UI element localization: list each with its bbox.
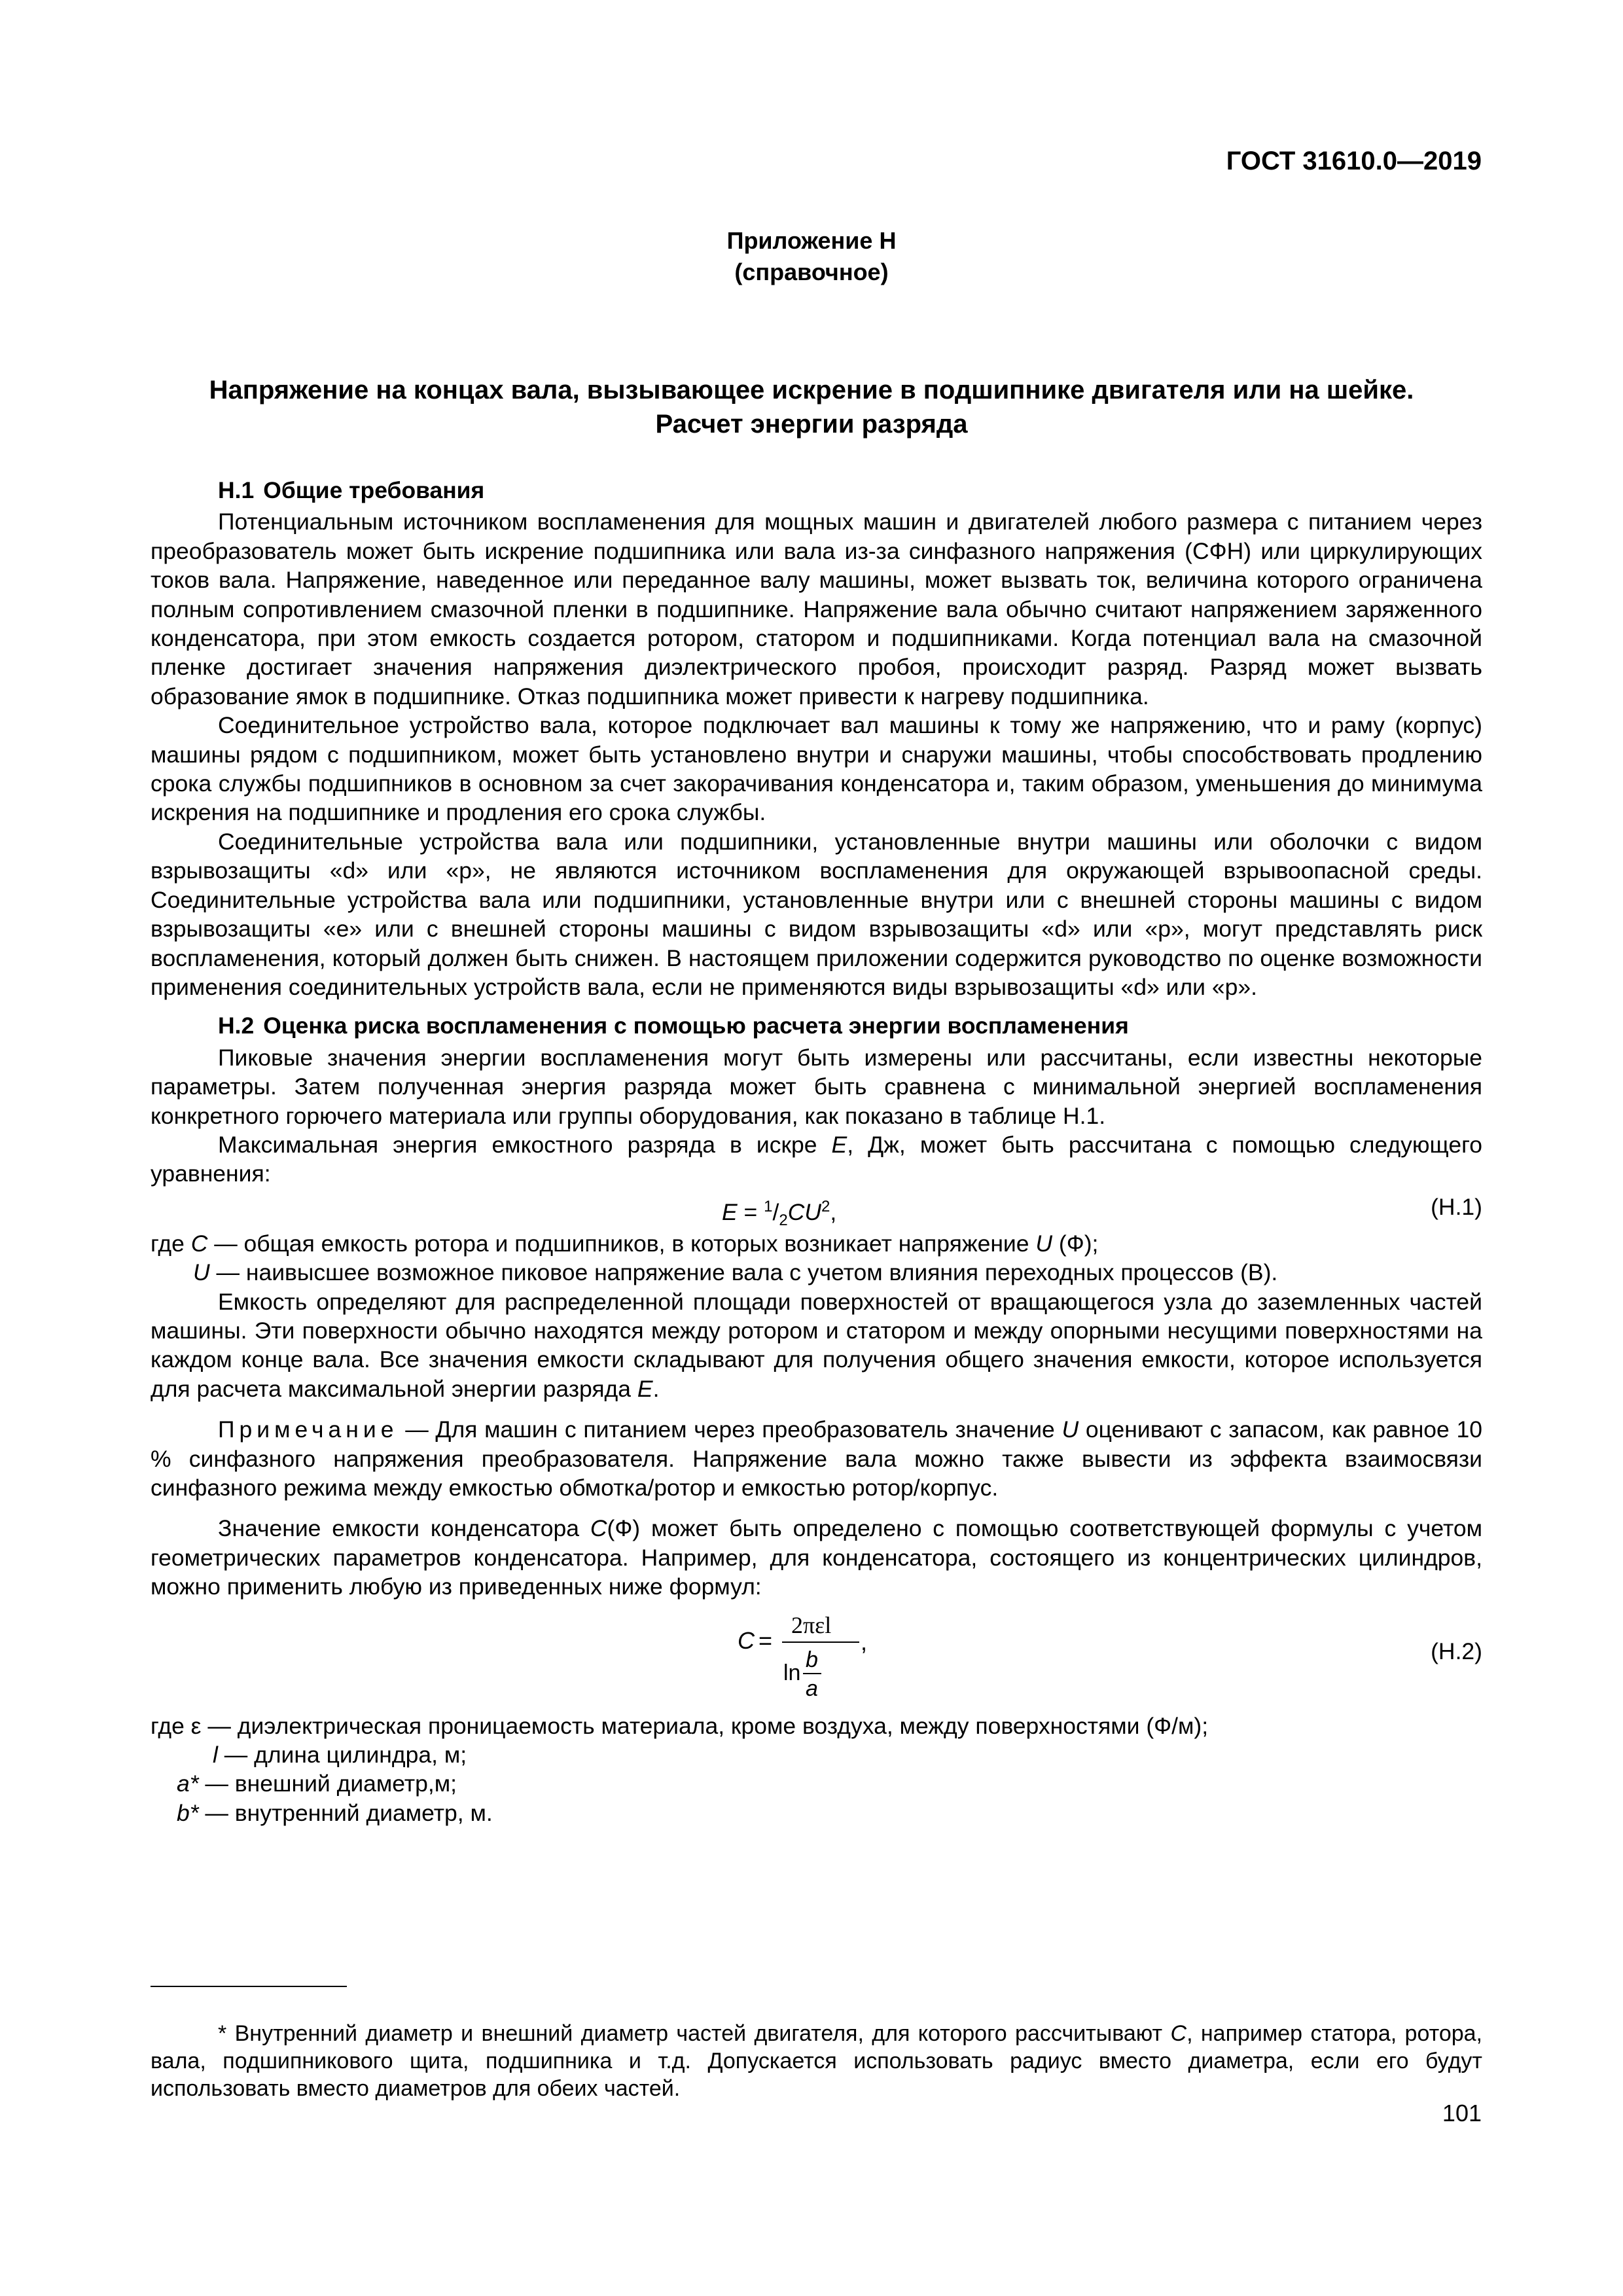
- formula-lhs: C: [738, 1626, 755, 1654]
- formula-number: (Н.2): [1431, 1638, 1482, 1664]
- page-number: 101: [1442, 2100, 1482, 2126]
- section-number: Н.2: [218, 1013, 255, 1039]
- section-title: Оценка риска воспламенения с помощью расчета энергии воспламенения: [263, 1013, 1129, 1039]
- paragraph: Пиковые значения энергии воспламенения могут быть измерены или рассчитаны, если известны некоторые параметры. Затем полученная энергия разряда может быть сравнена с минимальной энергией воспламенения конкретного горючего материала или группы оборудования, как показано в таблице Н.1.: [151, 1044, 1482, 1129]
- formula-expression: [731, 1609, 901, 1712]
- annex-label: Приложение Н: [726, 227, 897, 254]
- variable: E: [831, 1131, 847, 1158]
- where-line: l — длина цилиндра, м;: [213, 1742, 467, 1768]
- formula-expression: $E = ^1/_2CU^2$,: [722, 1197, 837, 1229]
- section-title: Общие требования: [263, 477, 485, 503]
- formula-h2: [151, 1609, 1482, 1712]
- paragraph: Значение емкости конденсатора C(Ф) может быть определено с помощью соответствующей формулы с учетом геометрических параметров конденсатора. Например, для конденсатора, состоящего из концентрических цилиндров, можно применить любую из приведенных ниже формул:: [151, 1515, 1482, 1600]
- where-line: b* — внутренний диаметр, м.: [177, 1799, 493, 1826]
- document-id: ГОСТ 31610.0—2019: [1226, 147, 1482, 175]
- variable: E: [637, 1375, 653, 1402]
- formula-ln: ln: [783, 1660, 801, 1685]
- formula-number: (Н.1): [1431, 1193, 1482, 1220]
- note: Примечание — Для машин с питанием через преобразователь значение U оценивают с запасом, как равное 10 % синфазного напряжения преобразователя. Напряжение вала можно также вывести из эффекта взаимосвязи синфазного режима между емкостью обмотка/ротор и емкостью ротор/корпус.: [151, 1416, 1482, 1501]
- formula-comma: ,: [861, 1628, 868, 1655]
- where-line: где C — общая емкость ротора и подшипников, в которых возникает напряжение U (Ф);: [151, 1230, 1099, 1257]
- where-line: a* — внешний диаметр,м;: [177, 1770, 457, 1797]
- section-heading-h1: [151, 476, 1482, 505]
- variable: C: [590, 1515, 607, 1542]
- formula-h1: [151, 1189, 1482, 1229]
- footnote-separator: [151, 1986, 347, 1987]
- section-number: Н.1: [218, 477, 255, 503]
- paragraph: Потенциальным источником воспламенения для мощных машин и двигателей любого размера с питанием через преобразователь может быть искрение подшипника или вала из-за синфазного напряжения (СФН) или циркулирующих токов вала. Напряжение, наведенное или переданное валу машины, может вызвать ток, величина которого ограничена полным сопротивлением смазочной пленки в подшипнике. Напряжение вала обычно считают напряжением заряженного конденсатора, при этом емкость создается ротором, статором и подшипниками. Когда потенциал вала на смазочной пленке достигает значения напряжения диэлектрического пробоя, происходит разряд. Разряд может вызвать образование ямок в подшипнике. Отказ подшипника может привести к нагреву подшипника.: [151, 509, 1482, 709]
- paragraph: Соединительное устройство вала, которое подключает вал машины к тому же напряжению, что и раму (корпус) машины рядом с подшипником, может быть установлено внутри и снаружи машины, чтобы способствовать продлению срока службы подшипников в основном за счет закорачивания конденсатора и, таким образом, уменьшения до минимума искрения на подшипнике и продления его срока службы.: [151, 712, 1482, 826]
- formula-numerator: 2πεl: [791, 1611, 832, 1638]
- document-body: [151, 466, 1482, 1827]
- formula-b: b: [806, 1647, 818, 1672]
- note-label: Примечание: [218, 1416, 399, 1443]
- section-heading-h2: [151, 1011, 1482, 1040]
- annex-title: [131, 373, 1492, 441]
- annex-heading: [0, 225, 1623, 288]
- annex-title-line2: Расчет энергии разряда: [655, 410, 968, 439]
- annex-type: (справочное): [734, 259, 889, 285]
- paragraph: Максимальная энергия емкостного разряда в искре E, Дж, может быть рассчитана с помощью следующего уравнения:: [151, 1131, 1482, 1187]
- paragraph: Емкость определяют для распределенной площади поверхностей от вращающегося узла до заземленных частей машины. Эти поверхности обычно находятся между ротором и статором и между опорными несущими поверхностями на каждом конце вала. Все значения емкости складывают для получения общего значения емкости, которое используется для расчета максимальной энергии разряда E.: [151, 1288, 1482, 1402]
- formula-equals: =: [758, 1626, 773, 1654]
- paragraph: Соединительные устройства вала или подшипники, установленные внутри машины или оболочки с видом взрывозащиты «d» или «р», не являются источником воспламенения для окружающей взрывоопасной среды. Соединительные устройства вала или подшипники, установленные внутри или с внешней стороны машины с видом взрывозащиты «е» или с внешней стороны машины с видом взрывозащиты «d» или «р», могут представлять риск воспламенения, который должен быть снижен. В настоящем приложении содержится руководство по оценке возможности применения соединительных устройств вала, если не применяются виды взрывозащиты «d» или «р».: [151, 828, 1482, 1000]
- formula-a: a: [806, 1676, 818, 1701]
- footnote: * Внутренний диаметр и внешний диаметр частей двигателя, для которого рассчитывают C, например статора, ротора, вала, подшипникового щита, подшипника и т.д. Допускается использовать радиус вместо диаметра, если его будут использовать вместо диаметров для обеих частей.: [151, 2021, 1482, 2101]
- where-line: U — наивысшее возможное пиковое напряжение вала с учетом влияния переходных процессов (В).: [193, 1259, 1278, 1286]
- annex-title-line1: Напряжение на концах вала, вызывающее искрение в подшипнике двигателя или на шейке.: [209, 376, 1414, 404]
- where-line: где ε — диэлектрическая проницаемость материала, кроме воздуха, между поверхностями (Ф/м);: [151, 1712, 1209, 1739]
